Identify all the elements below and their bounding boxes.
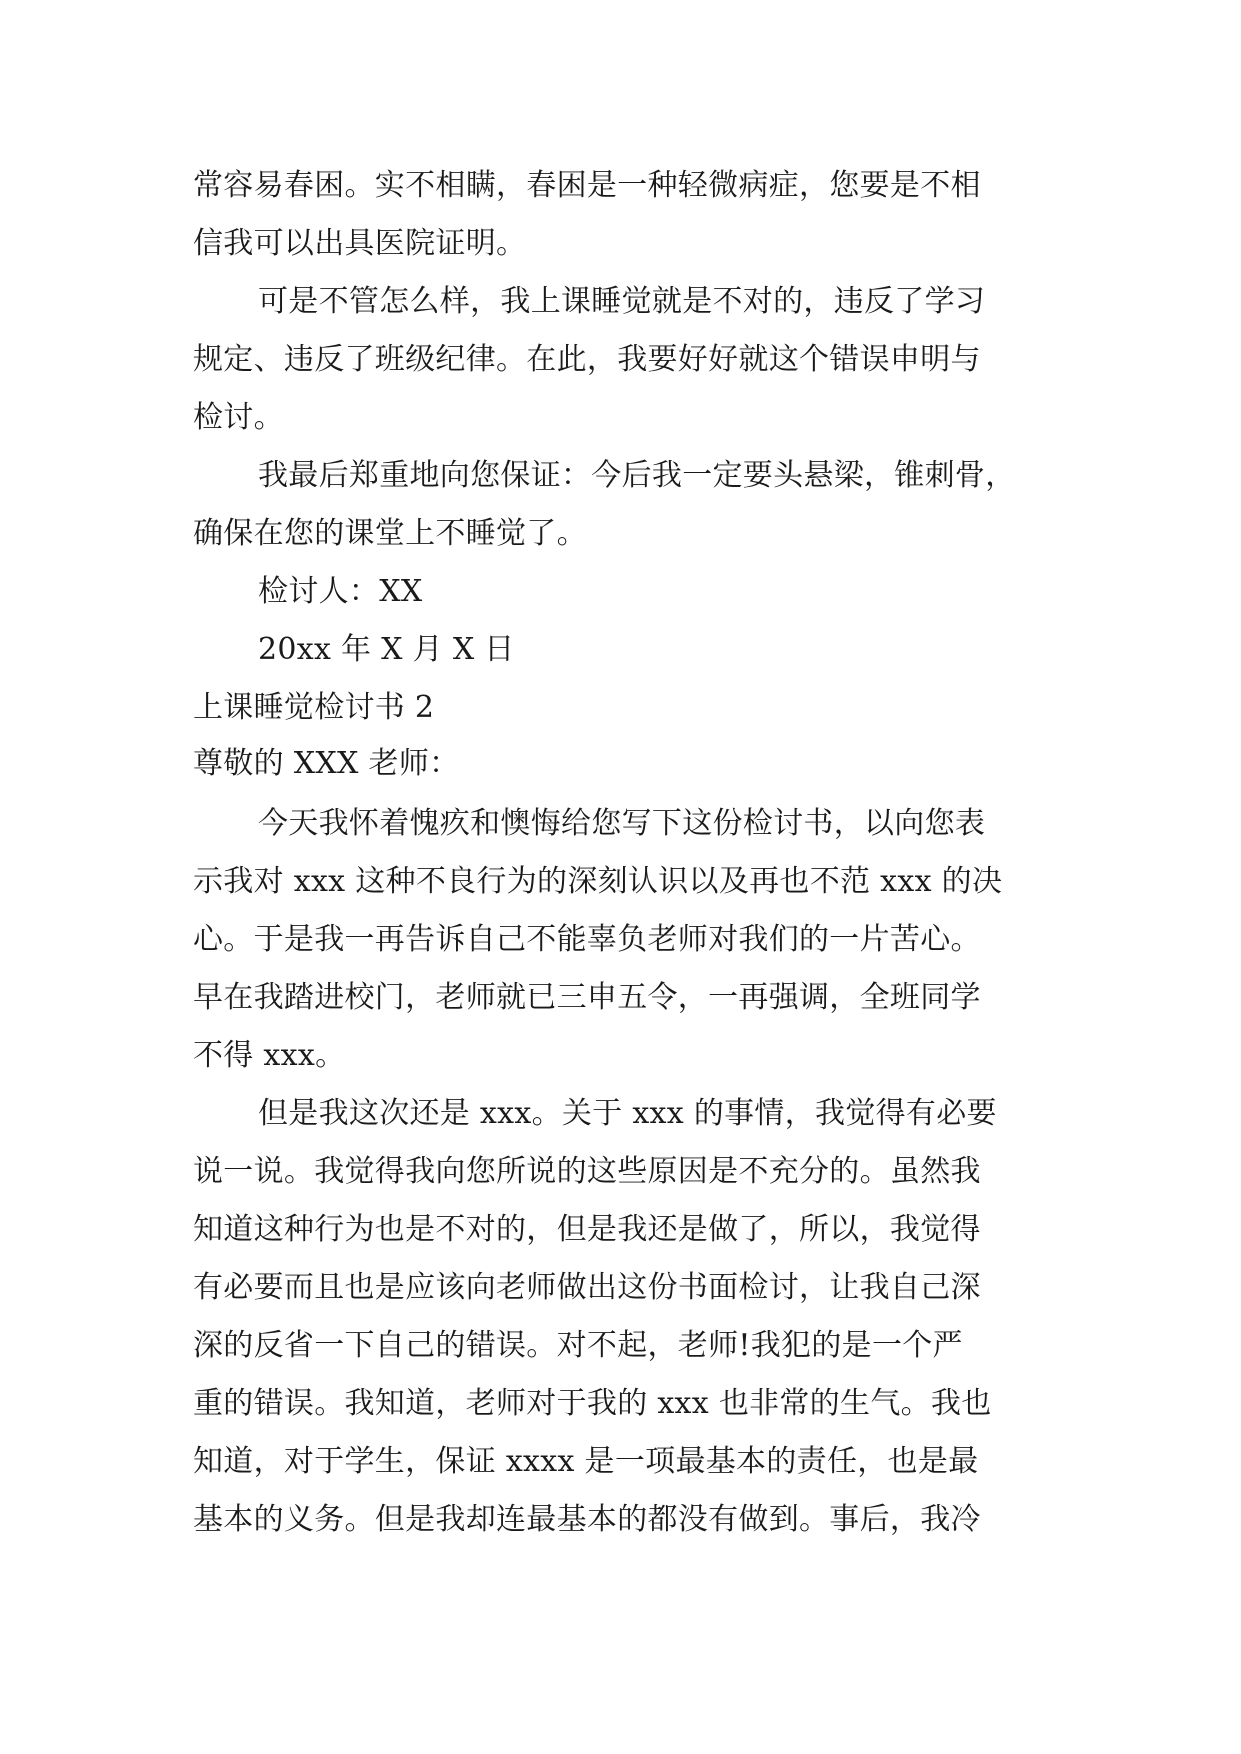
signature-line: 检讨人：XX bbox=[258, 574, 423, 609]
paragraph-line: 说一说。我觉得我向您所说的这些原因是不充分的。虽然我 bbox=[193, 1154, 981, 1189]
paragraph-line: 可是不管怎么样，我上课睡觉就是不对的，违反了学习 bbox=[258, 284, 986, 319]
paragraph-line: 今天我怀着愧疚和懊悔给您写下这份检讨书，以向您表 bbox=[258, 806, 986, 841]
paragraph-line: 有必要而且也是应该向老师做出这份书面检讨，让我自己深 bbox=[193, 1270, 981, 1305]
paragraph-line: 常容易春困。实不相瞒，春困是一种轻微病症，您要是不相 bbox=[193, 168, 981, 203]
paragraph-line: 示我对 xxx 这种不良行为的深刻认识以及再也不范 xxx 的决 bbox=[193, 864, 1003, 899]
paragraph-line: 心。于是我一再告诉自己不能辜负老师对我们的一片苦心。 bbox=[193, 922, 981, 957]
paragraph-line: 但是我这次还是 xxx。关于 xxx 的事情，我觉得有必要 bbox=[258, 1096, 997, 1131]
paragraph-line: 重的错误。我知道，老师对于我的 xxx 也非常的生气。我也 bbox=[193, 1386, 992, 1421]
salutation: 尊敬的 XXX 老师： bbox=[193, 746, 460, 781]
paragraph-line: 早在我踏进校门，老师就已三申五令，一再强调，全班同学 bbox=[193, 980, 981, 1015]
paragraph-line: 深的反省一下自己的错误。对不起，老师!我犯的是一个严 bbox=[193, 1328, 963, 1363]
paragraph-line: 知道这种行为也是不对的，但是我还是做了，所以，我觉得 bbox=[193, 1212, 981, 1247]
section-title: 上课睡觉检讨书 2 bbox=[193, 690, 435, 725]
paragraph-line: 规定、违反了班级纪律。在此，我要好好就这个错误申明与 bbox=[193, 342, 981, 377]
paragraph-line: 检讨。 bbox=[193, 400, 284, 435]
paragraph-line: 我最后郑重地向您保证：今后我一定要头悬梁，锥刺骨， bbox=[258, 458, 1016, 493]
paragraph-line: 基本的义务。但是我却连最基本的都没有做到。事后，我冷 bbox=[193, 1502, 981, 1537]
paragraph-line: 确保在您的课堂上不睡觉了。 bbox=[193, 516, 587, 551]
paragraph-line: 不得 xxx。 bbox=[193, 1038, 346, 1073]
paragraph-line: 信我可以出具医院证明。 bbox=[193, 226, 527, 261]
paragraph-line: 知道，对于学生，保证 xxxx 是一项最基本的责任，也是最 bbox=[193, 1444, 979, 1479]
date-line: 20xx 年 X 月 X 日 bbox=[258, 632, 515, 667]
